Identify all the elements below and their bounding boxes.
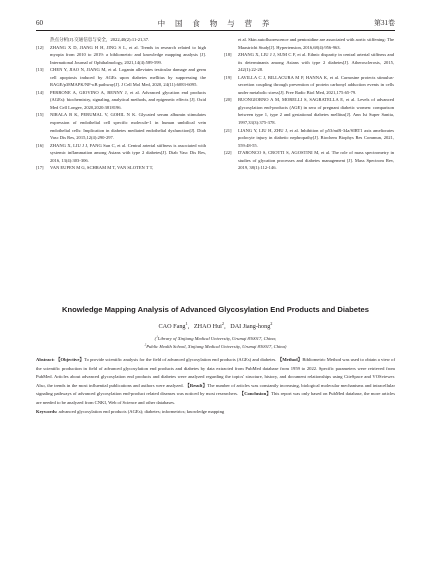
- author-name: DAI Jiang-hong: [230, 323, 271, 330]
- objective-label: 【Objective】: [55, 357, 85, 362]
- references-left-column: [36, 36, 206, 172]
- author-affiliation-marker: 2: [221, 320, 225, 326]
- reference-item: [15] NIRALA B K, PERUMAL V, GOHIL N K. Glycated serum albumin stimulates expression of endothelial cell specific molecule-1 in human umbilical vein endothelial cells: Implication in diabetes mediated endothelial dysfunction[J]. Diab Vasc Dis Res, 2015,12(4):290-297.: [36, 112, 206, 141]
- page-header: [36, 16, 395, 31]
- author-affiliation-marker: 1: [185, 320, 188, 326]
- conclusion-text: This report was only based on PubMed database, the more articles are needed to be analyzed from CNKI, Web of Science and other databases.: [36, 391, 395, 405]
- reference-item: [22] D'ARONCO S, CROTTI S, AGOSTINI M, et al. The role of mass spectrometry in studies of glycation processes and diabetes management [J]. Mass Spectrom Rev, 2019, 38(1):112-146.: [224, 150, 394, 171]
- author-name: ZHAO Hui: [193, 323, 222, 330]
- affiliation-line: ($^1$Library of Xinjiang Medical University, Urumqi 830017, China;: [154, 334, 277, 341]
- keywords-line: [36, 408, 395, 417]
- reference-item: [12] ZHANG X D, JIANG H H, JING S L, et al. Trends in research related to high myopia from 2010 to 2019: a bibliometric and knowledge mapping analysis [J]. International Journal of Ophthalmology, 2021,14(4):589-599.: [36, 44, 206, 65]
- affiliation-line: $^2$Public Health School, Xinjiang Medical University, Urumqi 830017, China): [144, 341, 287, 349]
- author-line: CAO Fang$^1$, ZHAO Hui$^2$, DAI Jiang-hong$^2$: [158, 320, 273, 330]
- keywords-label: Keywords:: [36, 408, 58, 414]
- english-abstract-section: [36, 305, 395, 416]
- article-title: Knowledge Mapping Analysis of Advanced Glycosylation End Products and Diabetes: [61, 305, 370, 314]
- conclusion-label: 【Conclusion】: [239, 391, 272, 397]
- result-label: 【Result】: [185, 382, 208, 388]
- author-affiliation-marker: 2: [270, 320, 273, 326]
- reference-item: [13] CHEN Y, JIAO N, JIANG M, et al. Loganin alleviates testicular damage and germ cell apoptosis induced by AGEs upon diabetes mellitus by suppressing the RAGE/p38MAPK/NF-κB pathway[J]. J Cell Mol Med, 2020, 24(11):6083-6095.: [36, 67, 206, 88]
- abstract-text: [36, 356, 395, 408]
- reference-item: 热点分析[J].交通信息与安全，2022,40(2):11-21,37.: [50, 37, 150, 42]
- reference-item: et al. Skin autofluorescence and pentosidine are associated with aortic stiffening: The Maastricht Study[J]. Hypertension, 2016,68(4):956-963.: [238, 37, 394, 50]
- affiliations: [36, 335, 395, 350]
- result-text: The number of articles was constantly increasing, biological molecular mechanisms and intracellular signaling pathways of advanced glycosylation end-product related diseases was noticed by most researchers.: [36, 382, 395, 397]
- method-label: 【Method】: [277, 357, 303, 362]
- reference-item: [14] PERRONE A, GIOVINO A, BENNY J, et al. Advanced glycation end products (AGEs): biochemistry, signaling, analytical methods, and epigenetic effects [J]. Oxid Med Cell Longev, 2020,2020:3818196.: [36, 89, 206, 110]
- keywords-text: advanced glycosylation end products (AGEs); diabetes; informetrics; knowledge mapping: [58, 408, 225, 414]
- abstract-label: Abstract:: [36, 357, 55, 362]
- page-number: 60: [36, 19, 43, 27]
- reference-item: [21] LIANG Y, LIU H, ZHU J, et al. Inhibition of p53/miR-34a/SIRT1 axis ameliorates podocyte injury in diabetic nephropathy[J]. Biochem Biophys Res Commun, 2021, 559:48-55.: [224, 127, 394, 148]
- references-section: [36, 36, 395, 286]
- objective-text: To provide scientific analysis for the field of advanced glycosylation end products (AGEs) and diabetes.: [84, 357, 277, 362]
- method-text: Bibliometric Method was used to obtain a view of the scientific production in field of advanced glycosylation end products and diabetes by data extracted from PubMed database from 1959 to 2022. Specific parameters were retrieved from PubMed. Articles about advanced glycosylation end products and diabetes were analyzed regarding the topics' structure, history, and document relationships using CiteSpace and VOSviewer. Also, the trends in the most influential publications and authors were analyzed.: [36, 357, 395, 388]
- reference-item: [20] BUONGIORNO A M, MORELLI S, SAGRATELLA E, et al. Levels of advanced glycosylation end-products (AGE) in sera of pregnant diabetic women: comparison between type 1, type 2 and gestational diabetes mellitus[J]. Ann Ist Super Sanita, 1997,33(3):375-378.: [224, 97, 394, 126]
- reference-item: [18] ZHANG X, LIU J J, SUM C F, et al. Ethnic disparity in central arterial stiffness and its determinants among Asians with type 2 diabetes[J]. Atherosclerosis, 2015, 242(1):22-28.: [224, 52, 394, 73]
- reference-item: [19] LAVILLA C J, BILLACURA M P, HANNA K, et al. Carnosine protects stimulus-secretion coupling through prevention of protein carbonyl adduction events in cells under metabolic stress[J]. Free Radic Biol Med, 2021,175:65-79.: [224, 74, 394, 95]
- journal-title: 中 国 食 物 与 营 养: [157, 19, 274, 28]
- author-name: CAO Fang: [158, 323, 186, 330]
- volume-label: 第31卷: [374, 19, 395, 27]
- reference-item: [16] ZHANG X, LIU J J, FANG Sun C, et al. Central arterial stiffness is associated with systemic inflammation among Asians with type 2 diabetes[J]. Diab Vasc Dis Res, 2016, 13(4):303-306.: [36, 142, 206, 163]
- reference-item: [17] VAN EUPEN M G, SCHRAM M T, VAN SLOTEN T T,: [36, 165, 154, 171]
- references-right-column: [224, 36, 394, 172]
